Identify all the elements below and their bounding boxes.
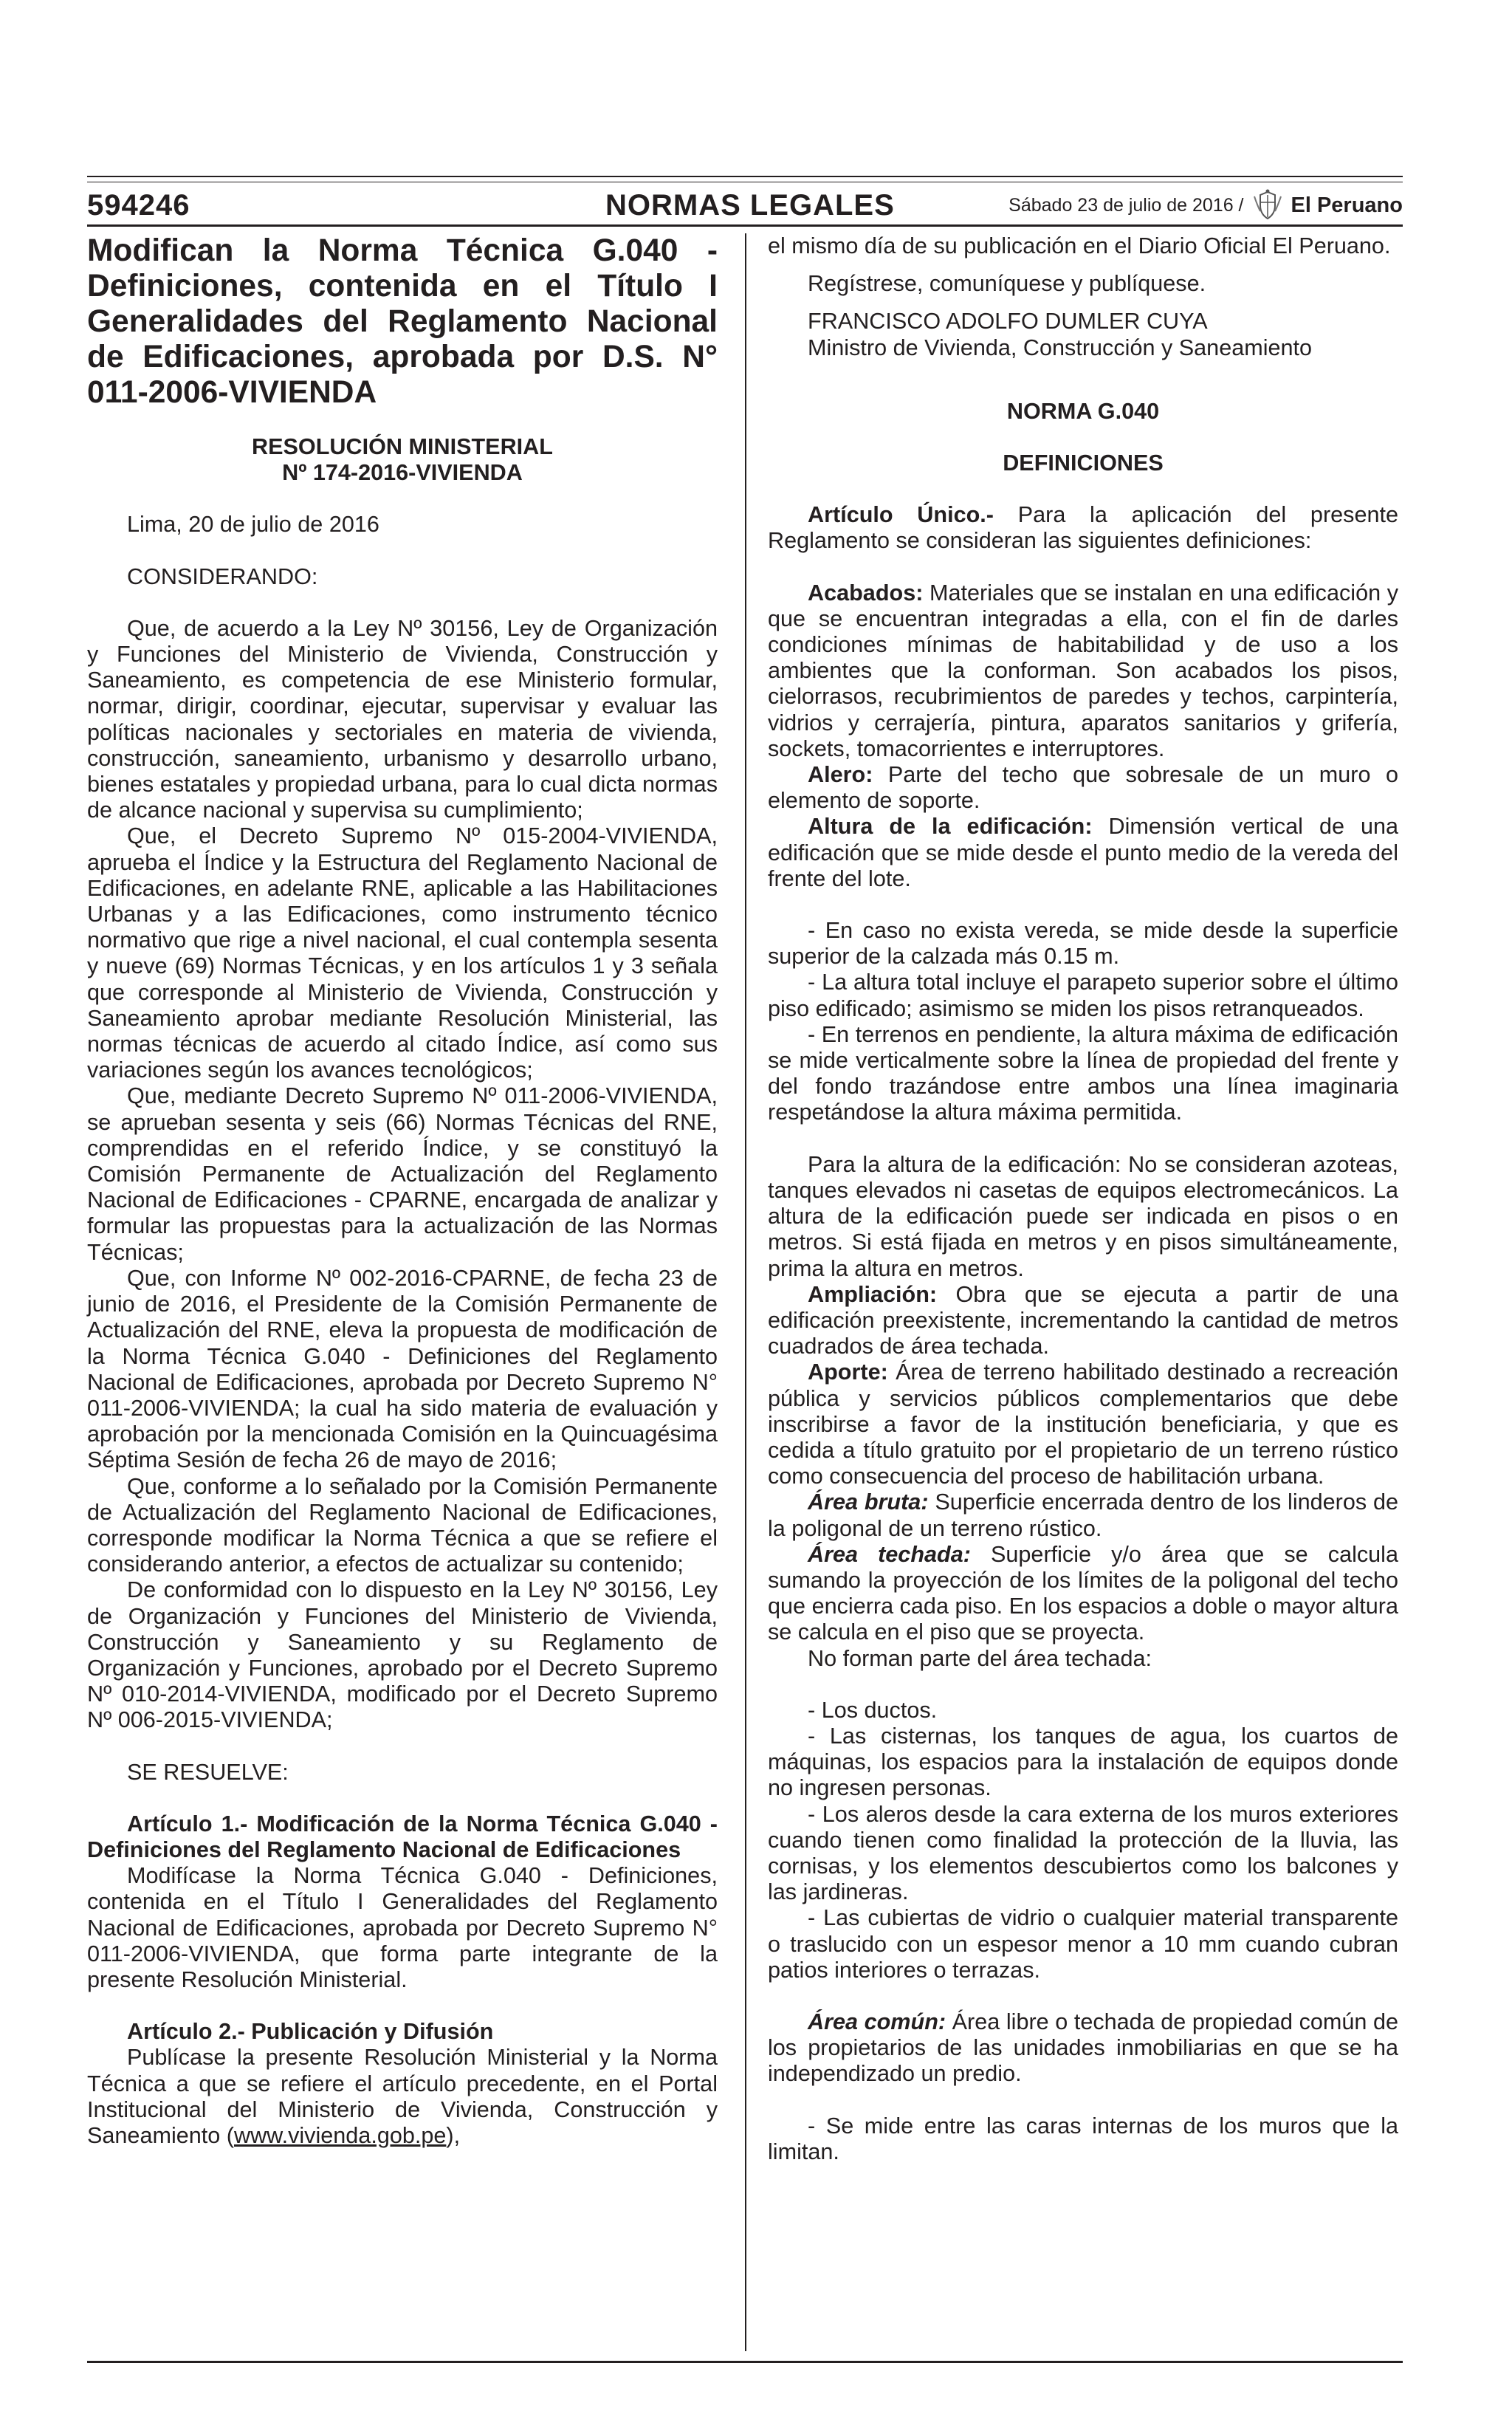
resolution-number: Nº 174-2016-VIVIENDA xyxy=(282,460,523,486)
header-top-rule xyxy=(87,176,1403,177)
bullet-item: - En terrenos en pendiente, la altura máxima de edificación se mide verticalmente sobre la línea de propiedad del frente y del fondo trazándose entre ambos una línea imaginaria respetándose la altura máxima permitida. xyxy=(768,1021,1398,1125)
term: Artículo Único.- xyxy=(808,502,994,528)
definition-altura xyxy=(768,814,1398,892)
definition-ampliacion xyxy=(768,1282,1398,1360)
paragraph: Que, mediante Decreto Supremo Nº 011-2006-VIVIENDA, se aprueban sesenta y seis (66) Normas Técnicas del RNE, comprendidas en el referido Índice, y se constituyó la Comisión Permanente de Actualización del Reglamento Nacional de Edificaciones - CPARNE, encargada de analizar y formular las propuestas para la actualización de las Normas Técnicas; xyxy=(87,1083,718,1265)
signer-name: FRANCISCO ADOLFO DUMLER CUYA xyxy=(808,309,1208,335)
paragraph: Que, con Informe Nº 002-2016-CPARNE, de fecha 23 de junio de 2016, el Presidente de la Comisión Permanente de Actualización del RNE, eleva la propuesta de modificación de la Norma Técnica G.040 - Definiciones del Reglamento Nacional de Edificaciones, aprobada por Decreto Supremo N° 011-2006-VIVIENDA; la cual ha sido materia de evaluación y aprobación por la mencionada Comisión en la Quincuagésima Séptima Sesión de fecha 26 de mayo de 2016; xyxy=(87,1265,718,1473)
bullet-item: - La altura total incluye el parapeto superior sobre el último piso edificado; asimismo se miden los pisos retranqueados. xyxy=(768,970,1398,1021)
signer-title: Ministro de Vivienda, Construcción y Saneamiento xyxy=(808,335,1313,360)
paragraph: Que, el Decreto Supremo Nº 015-2004-VIVIENDA, aprueba el Índice y la Estructura del Reglamento Nacional de Edificaciones, en adelante RNE, aplicable a las Habilitaciones Urbanas y a las Edificaciones, como instrumento técnico normativo que rige a nivel nacional, el cual contempla sesenta y nueve (69) Normas Técnicas, y en los artículos 1 y 3 señala que corresponde al Ministerio de Vivienda, Construcción y Saneamiento aprobar mediante Resolución Ministerial, las normas técnicas de acuerdo al citado Índice, así como sus variaciones según los avances tecnológicos; xyxy=(87,823,718,1083)
altura-note: Para la altura de la edificación: No se consideran azoteas, tanques elevados ni casetas de equipos electromecánicos. La altura de la edificación puede ser indicada en pisos o en metros. Si está fijada en metros y en pisos simultáneamente, prima la altura en metros. xyxy=(768,1151,1398,1281)
definition-text: Superficie y/o área que se calcula sumando la proyección de los límites de la poligonal del techo que encierra cada piso. En los espacios a doble o mayor altura se calcula en el piso que se proyecta. xyxy=(768,1541,1398,1645)
definition-area-techada xyxy=(768,1542,1398,1646)
column-divider xyxy=(745,233,746,2351)
term: Altura de la edificación: xyxy=(808,814,1093,840)
se-resuelve-heading: SE RESUELVE: xyxy=(127,1759,289,1785)
paragraph: Que, de acuerdo a la Ley Nº 30156, Ley de Organización y Funciones del Ministerio de Vivienda, Construcción y Saneamiento, es competencia de ese Ministerio formular, normar, dirigir, coordinar, ejecutar, supervisar y evaluar las políticas nacionales y sectoriales en materia de vivienda, construcción, saneamiento, urbanismo y desarrollo urbano, bienes estatales y propiedad urbana, para lo cual dicta normas de alcance nacional y supervisa su cumplimiento; xyxy=(87,615,718,823)
definition-aporte xyxy=(768,1359,1398,1489)
bullet-item: - Los aleros desde la cara externa de los muros exteriores cuando tienen como finalidad la protección de la lluvia, las cornisas, y los elementos descubiertos como los balcones y las jardineras. xyxy=(768,1801,1398,1905)
continued-text: el mismo día de su publicación en el Diario Oficial El Peruano. xyxy=(768,233,1391,258)
left-column xyxy=(87,233,718,2149)
definition-text: Para la aplicación del presente Reglamento se consideran las siguientes definiciones: xyxy=(768,502,1398,554)
footer-rule xyxy=(87,2361,1403,2363)
paragraph: Que, conforme a lo señalado por la Comisión Permanente de Actualización del Reglamento Nacional de Edificaciones, corresponde modificar la Norma Técnica a que se refiere el considerando anterior, a efectos de actualizar su contenido; xyxy=(87,1473,718,1577)
definiciones-heading: DEFINICIONES xyxy=(1003,450,1164,476)
bullet-item: - Las cisternas, los tanques de agua, los cuartos de máquinas, los espacios para la instalación de equipos donde no ingresen personas. xyxy=(768,1723,1398,1801)
page-number: 594246 xyxy=(87,189,190,222)
definition-alero xyxy=(768,762,1398,814)
term: Acabados: xyxy=(808,580,924,606)
place-date: Lima, 20 de julio de 2016 xyxy=(127,512,379,538)
article-1-body: Modifícase la Norma Técnica G.040 - Definiciones, contenida en el Título I Generalidades del Reglamento Nacional de Edificaciones, aprobada por Decreto Supremo N° 011-2006-VIVIENDA, que forma parte integrante de la presente Resolución Ministerial. xyxy=(87,1863,718,1992)
definition-article-unico xyxy=(768,502,1398,554)
issue-date: Sábado 23 de julio de 2016 / xyxy=(1008,195,1244,216)
definition-text: Área libre o techada de propiedad común de los propietarios de las unidades inmobiliarias en que se ha independizado un predio. xyxy=(768,2009,1398,2087)
article-2-text: Publícase la presente Resolución Ministerial y la Norma Técnica a que se refiere el artículo precedente, en el Portal Institucional del Ministerio de Vivienda, Construcción y Saneamiento ( xyxy=(87,2045,718,2148)
registrese: Regístrese, comuníquese y publíquese. xyxy=(808,271,1206,297)
resolution-title: RESOLUCIÓN MINISTERIAL xyxy=(252,434,553,459)
bullet-item: - Las cubiertas de vidrio o cualquier material transparente o traslucido con un espesor menor a 10 mm cuando cubran patios interiores o terrazas. xyxy=(768,1905,1398,1983)
article-2-body xyxy=(87,2045,718,2149)
norma-heading: NORMA G.040 xyxy=(1006,398,1160,424)
term: Área bruta: xyxy=(808,1489,929,1515)
term: Área techada: xyxy=(808,1541,971,1567)
right-column xyxy=(768,233,1398,2165)
header-date-block xyxy=(989,186,1403,224)
header-bottom-rule xyxy=(87,224,1403,227)
definition-text: Materiales que se instalan en una edificación y que se encuentran integradas a ella, con el fin de darles condiciones mínimas de habitabilidad y de uso a los ambientes que la conforman. Son acabados los pisos, cielorrasos, recubrimientos de paredes y techos, carpintería, vidrios y cerrajería, pintura, aparatos sanitarios y grifería, sockets, tomacorrientes e interruptores. xyxy=(768,580,1398,761)
article-title: Modifican la Norma Técnica G.040 - Definiciones, contenida en el Título I Generalidades del Reglamento Nacional de Edificaciones, aprobada por D.S. N° 011-2006-VIVIENDA xyxy=(87,233,718,410)
publication-name: El Peruano xyxy=(1291,193,1403,217)
definition-area-bruta xyxy=(768,1489,1398,1541)
paragraph: De conformidad con lo dispuesto en la Ley Nº 30156, Ley de Organización y Funciones del Ministerio de Vivienda, Construcción y Saneamiento y su Reglamento de Organización y Funciones, aprobado por el Decreto Supremo Nº 010-2014-VIVIENDA, modificado por el Decreto Supremo Nº 006-2015-VIVIENDA; xyxy=(87,1577,718,1733)
term: Alero: xyxy=(808,762,873,788)
definition-text: Parte del techo que sobresale de un muro o elemento de soporte. xyxy=(768,762,1398,814)
definition-text: Área de terreno habilitado destinado a recreación pública y servicios públicos complementarios que debe inscribirse a favor de la institución beneficiaria, y que es cedida a título gratuito por el propietario de un terreno rústico como consecuencia del proceso de habilitación urbana. xyxy=(768,1359,1398,1489)
bullet-item: - En caso no exista vereda, se mide desde la superficie superior de la calzada más 0.15 m. xyxy=(768,918,1398,970)
article-2-end: ), xyxy=(446,2122,461,2148)
term: Aporte: xyxy=(808,1359,888,1385)
vivienda-portal-link[interactable]: www.vivienda.gob.pe xyxy=(233,2122,447,2148)
term: Ampliación: xyxy=(808,1281,938,1307)
bullet-item: - Los ductos. xyxy=(808,1697,938,1723)
article-1-title: Artículo 1.- Modificación de la Norma Técnica G.040 - Definiciones del Reglamento Nacional de Edificaciones xyxy=(87,1811,718,1862)
definition-text: Dimensión vertical de una edificación que se mide desde el punto medio de la vereda del frente del lote. xyxy=(768,814,1398,891)
definition-text: Superficie encerrada dentro de los linderos de la poligonal de un terreno rústico. xyxy=(768,1489,1399,1541)
no-forman-heading: No forman parte del área techada: xyxy=(808,1645,1152,1671)
term: Área común: xyxy=(808,2009,946,2034)
definition-text: Obra que se ejecuta a partir de una edificación preexistente, incrementando la cantidad de metros cuadrados de área techada. xyxy=(768,1281,1398,1359)
definition-acabados xyxy=(768,580,1398,762)
section-title: NORMAS LEGALES xyxy=(605,189,895,222)
article-2-title: Artículo 2.- Publicación y Difusión xyxy=(127,2019,494,2045)
considerando-heading: CONSIDERANDO: xyxy=(127,563,318,589)
coat-of-arms-icon xyxy=(1250,189,1285,222)
definition-area-comun xyxy=(768,2009,1398,2088)
bullet-item: - Se mide entre las caras internas de los muros que la limitan. xyxy=(768,2113,1398,2164)
